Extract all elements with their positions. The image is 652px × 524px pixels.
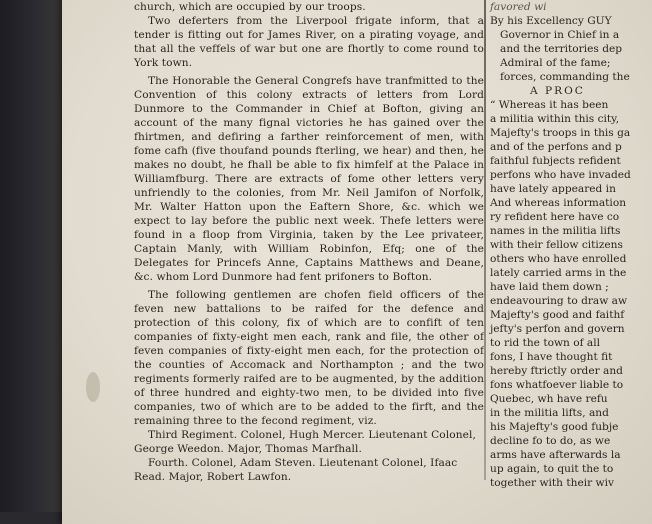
proclamation-line: endeavouring to draw aw [490,295,628,307]
proclamation-line: And whereas information [490,197,627,209]
proclamation-line: with their fellow citizens [490,239,623,251]
proclamation-line: hereby ftrictly order and [490,365,623,377]
right-text-column [490,0,640,489]
proclamation-line: his Majefty's good fubje [490,421,619,433]
congress-paragraph: The Honorable the General Congrefs have tranfmitted to the Convention of this colony extracts of letters from Lord Dunmore to the Commander in Chief at Bofton, giving an account of the many fignal victories he has gained over the fhirtmen, and defiring a farther reinforcement of men, with fome cafh (five thoufand pounds fterling, we hear) and then, he makes no doubt, he fhall be able to fix himfelf at the Palace in Williamfburg. There are extracts of fome other letters very unfriendly to the colonies, from Mr. Neil Jamifon of Norfolk, Mr. Walter Hatton upon the Eaftern Shore, &c. which we expect to lay before the public next week. Thefe letters were found in a floop from Virginia, taken by the Lee privateer, Captain Manly, with William Robinfon, Efq; one of the Delegates for Princefs Anne, Captains Matthews and Deane, &c. whom Lord Dunmore had fent prifoners to Bofton. [134,75,484,283]
column-rule [484,0,486,480]
proclamation-line: faithful fubjects refident [490,155,621,167]
proclamation-line: forces, commanding the [500,71,630,83]
proclamation-line: Majefty's good and faithf [490,309,625,321]
fourth-regiment-entry: Fourth. Colonel, Adam Steven. Lieutenant Colonel, Ifaac Read. Major, Robert Lawfon. [134,457,458,483]
proclamation-line: Governor in Chief in a [500,29,620,41]
proclamation-line: perfons who have invaded [490,169,631,181]
proclamation-line: together with their wiv [490,477,614,489]
proclamation-line: favored wi [490,1,547,13]
proclamation-line: a militia within this city, [490,113,620,125]
top-fragment: church, which are occupied by our troops. [134,1,366,13]
background-shadow [0,0,62,512]
proclamation-line: names in the militia lifts [490,225,621,237]
proclamation-line: ry refident here have co [490,211,620,223]
paper-stain [86,372,100,402]
proclamation-line: and of the perfons and p [490,141,622,153]
third-regiment-entry: Third Regiment. Colonel, Hugh Mercer. Lieutenant Colonel, George Weedon. Major, Thomas Marfhall. [134,429,476,455]
proclamation-heading: A PROC [530,85,585,97]
proclamation-line: “ Whereas it has been [490,99,609,111]
proclamation-line: have lately appeared in [490,183,616,195]
proclamation-line: Majefty's troops in this ga [490,127,631,139]
deserters-paragraph: Two deferters from the Liverpool frigate inform, that a tender is fitting out for James River, on a pirating voyage, and that all the veffels of war but one are fhortly to come round to York town. [134,15,484,69]
proclamation-line: By his Excellency GUY [490,15,612,27]
proclamation-line: Admiral of the fame; [500,57,611,69]
proclamation-line: lately carried arms in the [490,267,627,279]
proclamation-line: to rid the town of all [490,337,600,349]
proclamation-line: and the territories dep [500,43,623,55]
proclamation-line: up again, to quit the to [490,463,614,475]
proclamation-line: arms have afterwards la [490,449,621,461]
proclamation-line: fons, I have thought fit [490,351,613,363]
proclamation-line: others who have enrolled [490,253,627,265]
field-officers-paragraph: The following gentlemen are chofen field officers of the feven new battalions to be raifed for the defence and protection of this colony, fix of which are to confift of ten companies of fixty-eight men each, rank and file, the other of feven companies of fixty-eight men each, for the protection of the counties of Accomack and Northampton ; and the two regiments formerly raifed are to be augmented, by the addition of three hundred and eighty-two men, to be divided into five companies, two of which are to be added to the firft, and the remaining three to the fecond regiment, viz. [134,289,484,427]
proclamation-line: fons whatfoever liable to [490,379,624,391]
left-text-column [134,0,484,483]
proclamation-line: Quebec, wh have refu [490,393,608,405]
proclamation-line: decline fo to do, as we [490,435,611,447]
proclamation-line: in the militia lifts, and [490,407,609,419]
proclamation-line: jefty's perfon and govern [490,323,625,335]
proclamation-line: have laid them down ; [490,281,609,293]
